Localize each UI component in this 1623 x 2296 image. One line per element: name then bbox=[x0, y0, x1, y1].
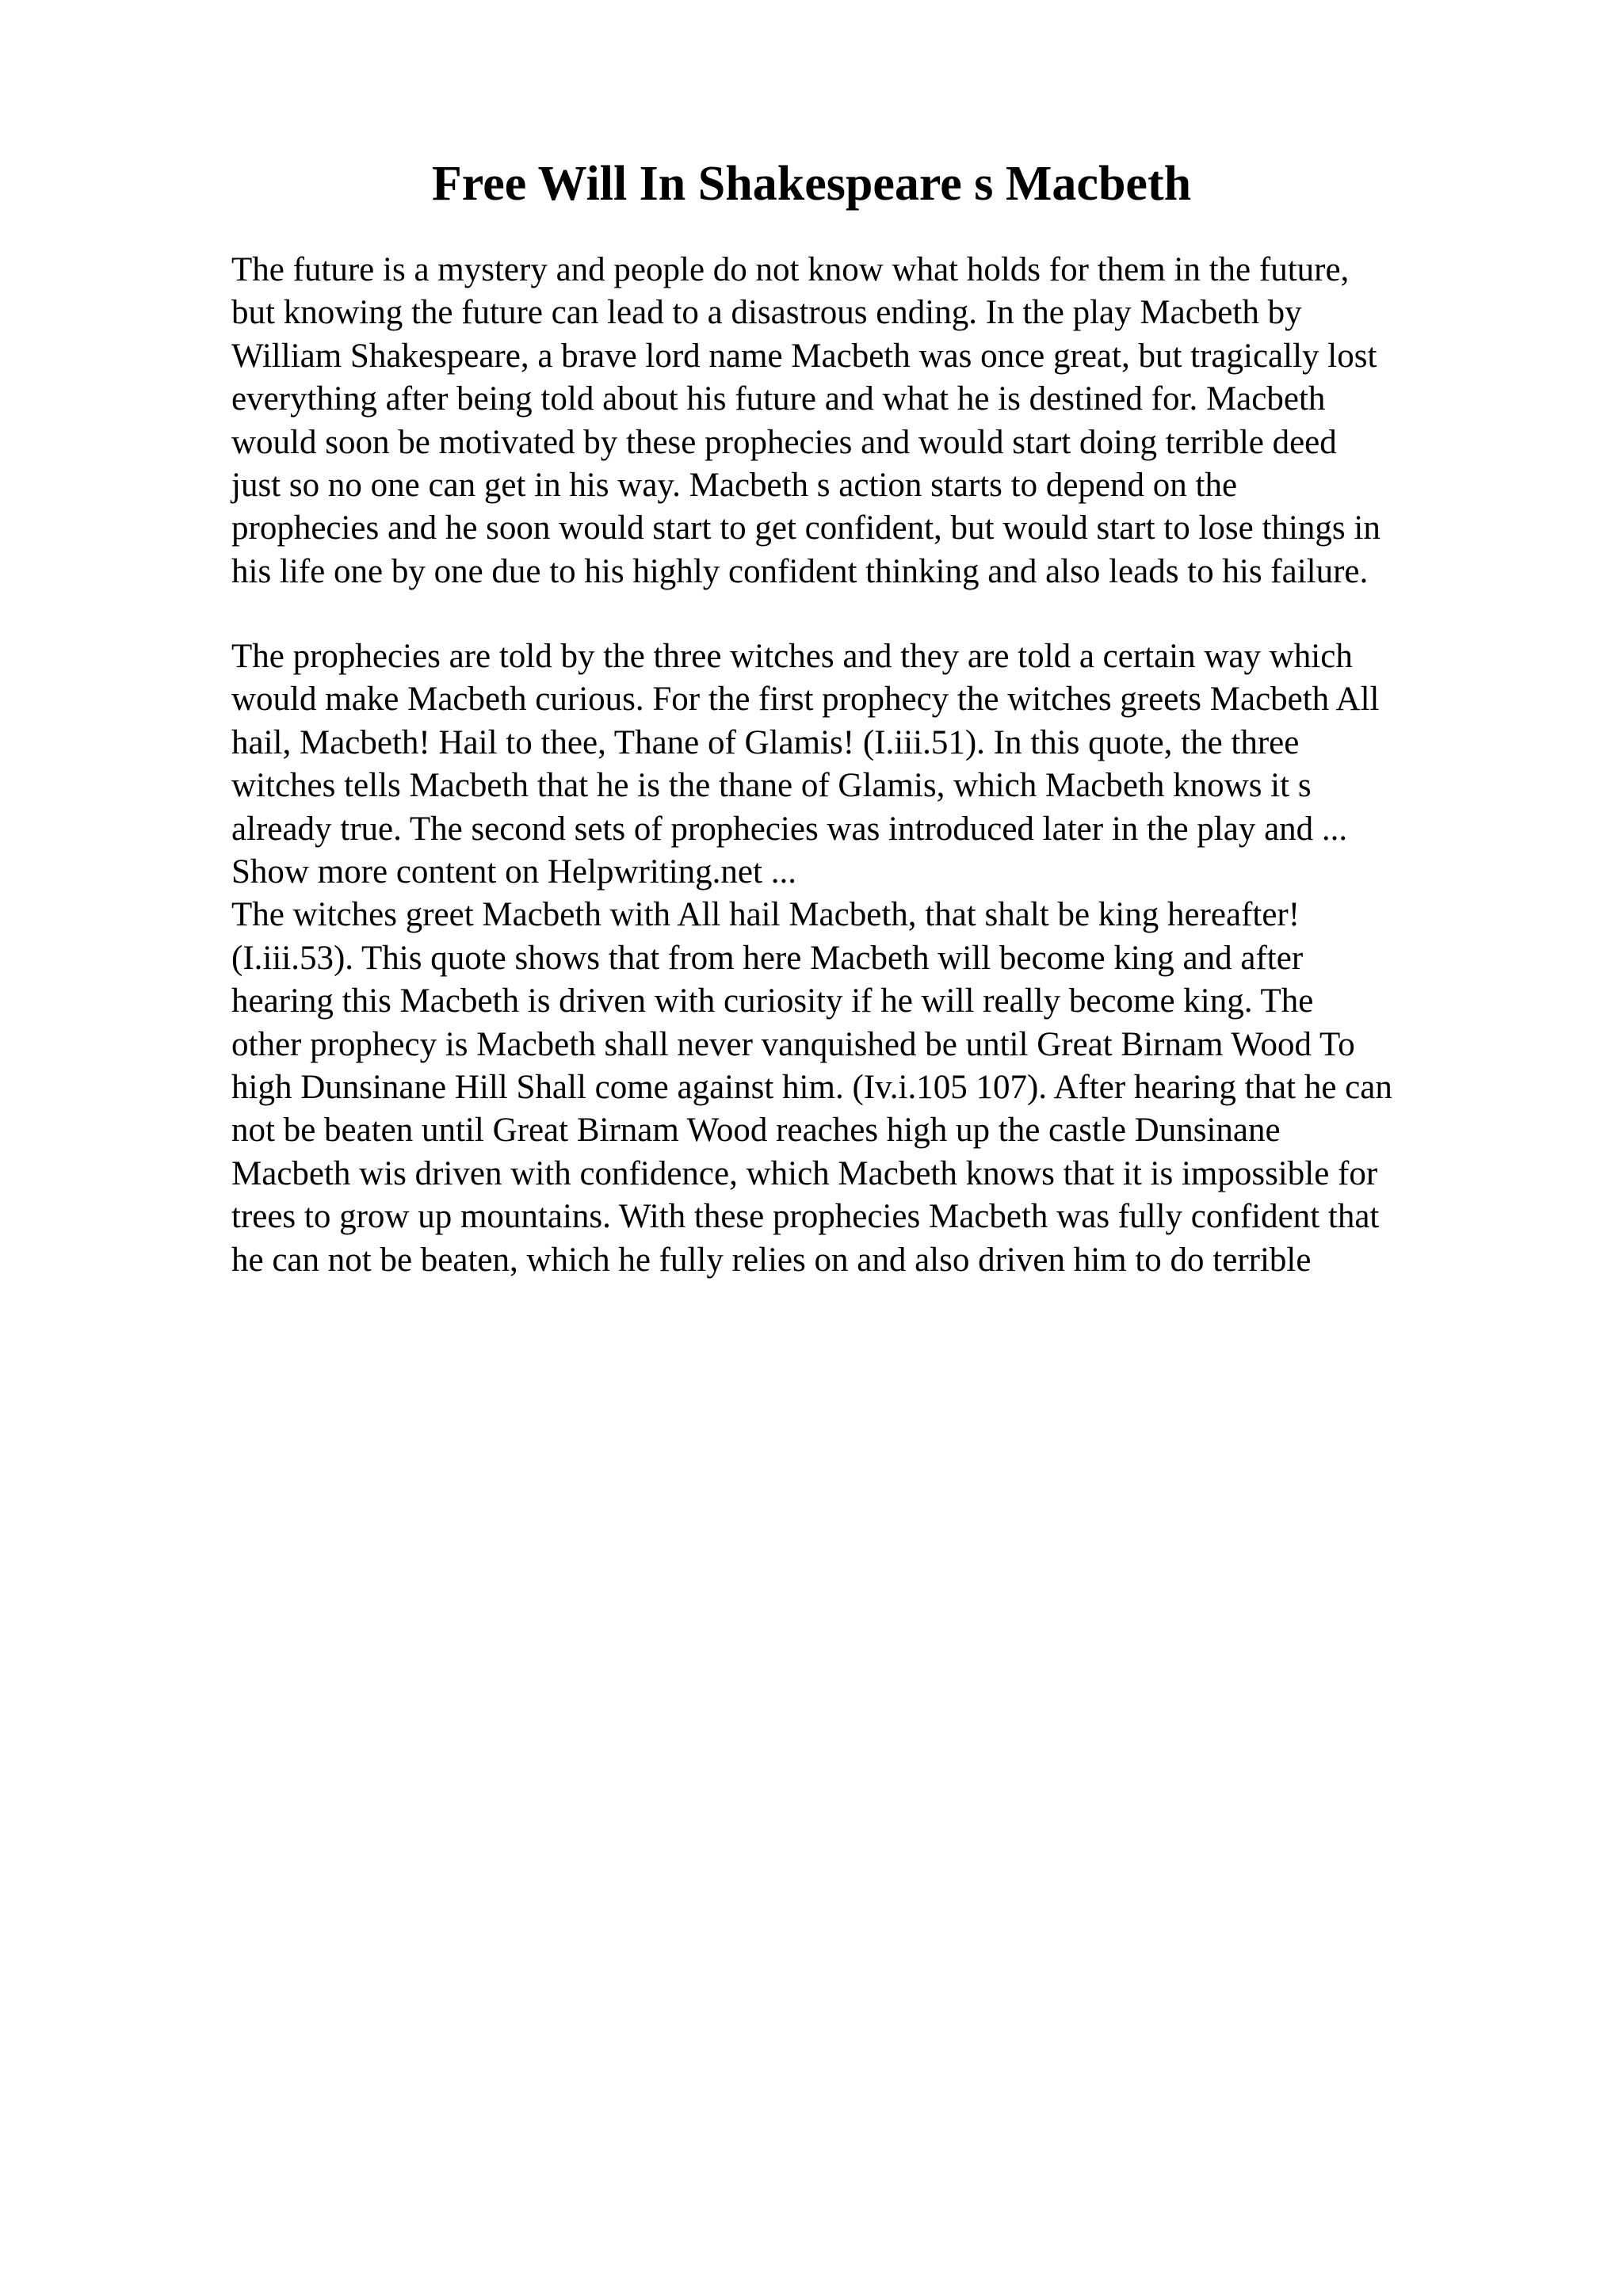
text-line: The prophecies are told by the three witches and they are told a certain way which bbox=[231, 638, 1353, 675]
text-line: Macbeth wis driven with confidence, which Macbeth knows that it is impossible for bbox=[231, 1154, 1378, 1192]
text-line: everything after being told about his future and what he is destined for. Macbeth bbox=[231, 380, 1326, 418]
text-line: already true. The second sets of prophecies was introduced later in the play and ... bbox=[231, 810, 1348, 848]
text-line: trees to grow up mountains. With these prophecies Macbeth was fully confident that bbox=[231, 1198, 1380, 1236]
text-line: The future is a mystery and people do not know what holds for them in the future, bbox=[231, 251, 1350, 288]
text-line: other prophecy is Macbeth shall never vanquished be until Great Birnam Wood To bbox=[231, 1025, 1355, 1063]
text-line: The witches greet Macbeth with All hail Macbeth, that shalt be king hereafter! bbox=[231, 896, 1300, 934]
text-line: not be beaten until Great Birnam Wood reaches high up the castle Dunsinane bbox=[231, 1112, 1281, 1150]
text-line: William Shakespeare, a brave lord name Macbeth was once great, but tragically lost bbox=[231, 337, 1377, 375]
text-line: hearing this Macbeth is driven with curiosity if he will really become king. The bbox=[231, 982, 1314, 1020]
text-line: just so no one can get in his way. Macbeth s action starts to depend on the bbox=[231, 467, 1238, 505]
text-line: hail, Macbeth! Hail to thee, Thane of Glamis! (I.iii.51). In this quote, the three bbox=[231, 723, 1300, 761]
text-line: would soon be motivated by these prophecies and would start doing terrible deed bbox=[231, 423, 1337, 461]
text-line: prophecies and he soon would start to get confident, but would start to lose things in bbox=[231, 509, 1381, 547]
text-line: would make Macbeth curious. For the first prophecy the witches greets Macbeth All bbox=[231, 681, 1380, 719]
text-line: high Dunsinane Hill Shall come against him. (Iv.i.105 107). After hearing that he can bbox=[231, 1069, 1392, 1107]
text-line: witches tells Macbeth that he is the thane of Glamis, which Macbeth knows it s bbox=[231, 767, 1312, 805]
text-line: Show more content on Helpwriting.net ... bbox=[231, 853, 796, 891]
text-line: (I.iii.53). This quote shows that from here Macbeth will become king and after bbox=[231, 939, 1304, 977]
document-title: Free Will In Shakespeare s Macbeth bbox=[431, 157, 1192, 211]
text-line: but knowing the future can lead to a disastrous ending. In the play Macbeth by bbox=[231, 294, 1302, 332]
text-line: his life one by one due to his highly confident thinking and also leads to his failure. bbox=[231, 552, 1369, 590]
text-line: he can not be beaten, which he fully relies on and also driven him to do terrible bbox=[231, 1241, 1312, 1279]
paragraph-1 bbox=[231, 249, 1515, 593]
paragraph-2 bbox=[231, 635, 1515, 1282]
